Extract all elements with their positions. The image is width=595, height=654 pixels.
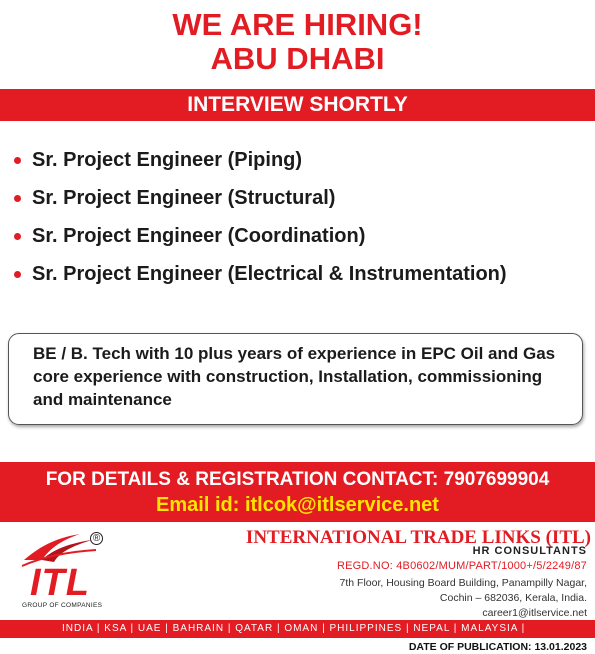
publication-date: DATE OF PUBLICATION: 13.01.2023 bbox=[408, 641, 587, 653]
logo-wordmark: ITL bbox=[30, 562, 90, 604]
company-division: HR CONSULTANTS bbox=[472, 545, 587, 557]
list-item bbox=[14, 184, 507, 222]
company-logo bbox=[18, 530, 128, 614]
requirements-text: BE / B. Tech with 10 plus years of experience in EPC Oil and Gas core experience with construction, Installation, commissioning and maintenance bbox=[33, 344, 556, 409]
logo-subtitle: GROUP OF COMPANIES bbox=[22, 602, 103, 609]
company-name: INTERNATIONAL TRADE LINKS (ITL) bbox=[245, 527, 591, 548]
company-address bbox=[340, 576, 587, 621]
bullet-icon bbox=[14, 157, 21, 164]
roles-list bbox=[14, 146, 507, 298]
address-line: Cochin – 682036, Kerala, India. bbox=[439, 592, 587, 604]
address-line: 7th Floor, Housing Board Building, Panampilly Nagar, bbox=[339, 577, 587, 589]
registered-mark: ® bbox=[90, 532, 103, 545]
list-item bbox=[14, 222, 507, 260]
role-title: Sr. Project Engineer (Coordination) bbox=[32, 225, 366, 247]
role-title: Sr. Project Engineer (Structural) bbox=[32, 187, 336, 209]
company-email[interactable]: career1@itlservice.net bbox=[482, 607, 587, 619]
bullet-icon bbox=[14, 195, 21, 202]
country-strip bbox=[0, 620, 595, 638]
headline-hiring: WE ARE HIRING! bbox=[172, 7, 423, 42]
bullet-icon bbox=[14, 271, 21, 278]
list-item bbox=[14, 260, 507, 298]
contact-phone: FOR DETAILS & REGISTRATION CONTACT: 7907699904 bbox=[45, 469, 550, 490]
country-list: INDIA | KSA | UAE | BAHRAIN | QATAR | OMAN | PHILIPPINES | NEPAL | MALAYSIA | bbox=[62, 623, 526, 634]
contact-email[interactable]: Email id: itlcok@itlservice.net bbox=[156, 494, 439, 516]
bullet-icon bbox=[14, 233, 21, 240]
interview-banner: INTERVIEW SHORTLY bbox=[0, 89, 595, 121]
role-title: Sr. Project Engineer (Electrical & Instrumentation) bbox=[32, 263, 507, 285]
requirements-box bbox=[8, 333, 583, 425]
role-title: Sr. Project Engineer (Piping) bbox=[32, 149, 303, 171]
registration-number: REGD.NO: 4B0602/MUM/PART/1000+/5/2249/87 bbox=[336, 560, 587, 572]
list-item bbox=[14, 146, 507, 184]
headline-location: ABU DHABI bbox=[210, 41, 385, 76]
